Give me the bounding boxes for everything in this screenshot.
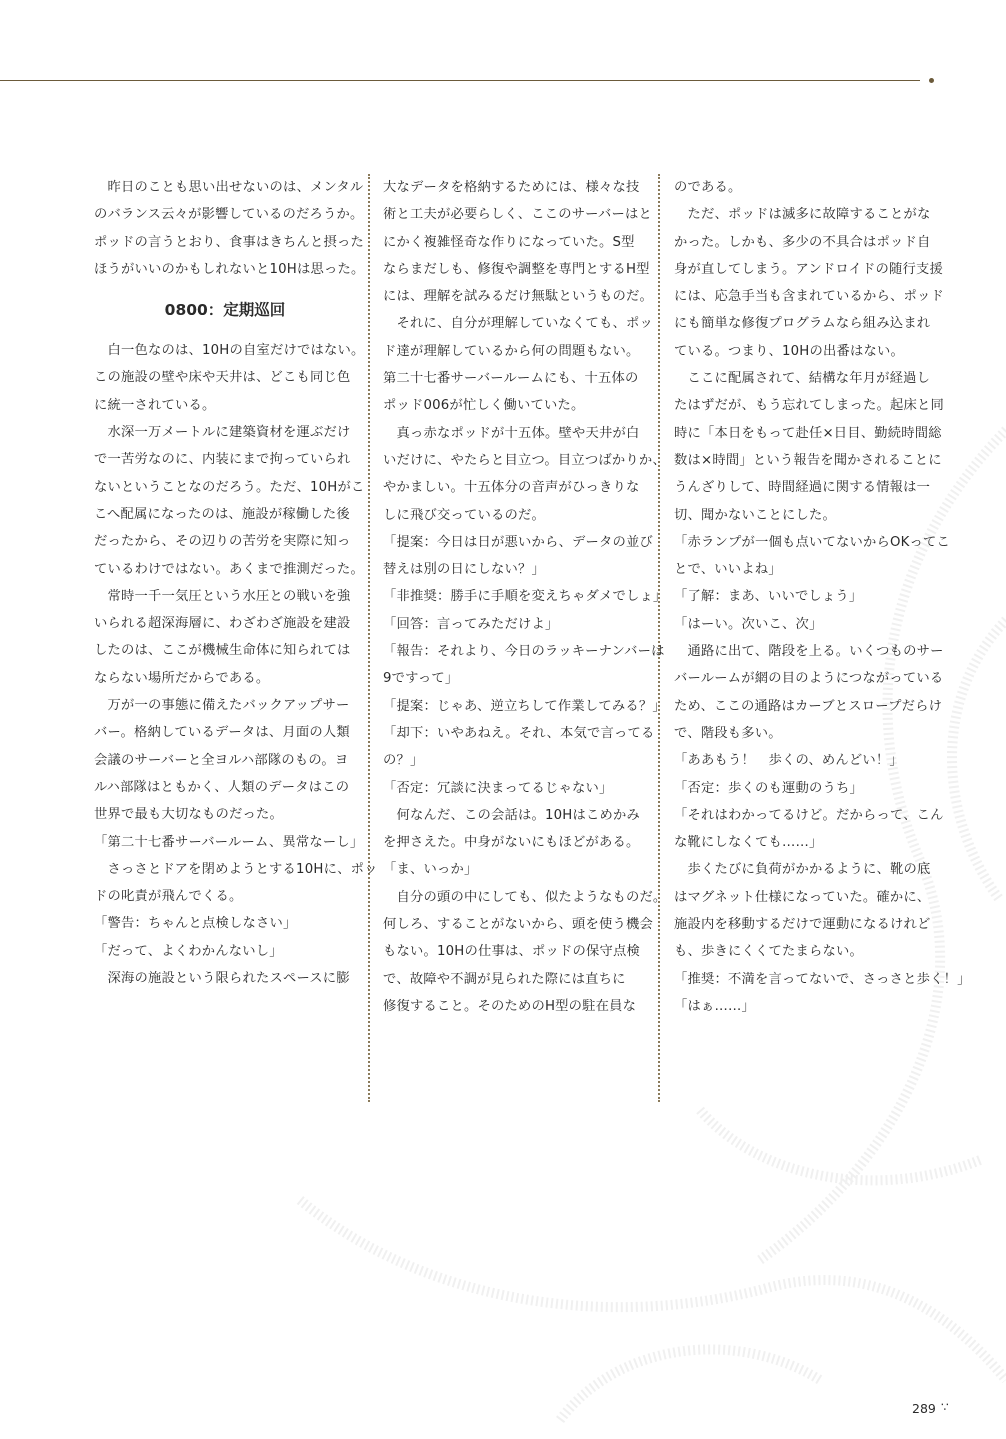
text-line: 会議のサーバーと全ヨルハ部隊のもの。ヨ [94,752,349,768]
text-line: 修復すること。そのためのH型の駐在員な [383,998,637,1014]
text-line: 「提案：今日は日が悪いから、データの並び [383,534,653,550]
text-line: 通路に出て、階段を上る。いくつものサー [674,644,944,660]
text-line: 万が一の事態に備えたバックアップサー [94,698,350,714]
text-line: 施設内を移動するだけで運動になるけれど [674,917,931,933]
text-line: 「ああもう！ 歩くの、めんどい！」 [674,753,903,769]
top-rule-dot [929,78,934,83]
text-line: かった。しかも、多少の不具合はポッド自 [674,234,931,250]
text-line: こへ配属になったのは、施設が稼働した後 [94,506,350,522]
text-line: ドの叱責が飛んでくる。 [94,889,243,905]
text-line: しに飛び交っているのだ。 [383,507,545,523]
text-line: で一苦労なのに、内装にまで拘っていられ [94,452,351,468]
text-line: 何なんだ、この会話は。10Hはこめかみ [383,807,640,823]
text-line: 9ですって」 [383,671,459,687]
text-line: 「推奨：不満を言ってないで、さっさと歩く！」 [674,971,971,987]
column-separator-2 [658,174,660,1102]
text-line: のである。 [674,180,742,195]
text-line: うんざりして、時間経過に関する情報は一 [674,480,931,496]
text-line: だったから、その辺りの苦労を実際に知っ [94,534,351,550]
text-line: 「提案：じゃあ、逆立ちして作業してみる？」 [383,698,666,714]
text-line: 「了解：まあ、いいでしょう」 [674,589,863,605]
text-line: 第二十七番サーバールームにも、十五体の [383,371,639,387]
text-line: 歩くたびに負荷がかかるように、靴の底 [674,862,931,878]
page-mark: ∵ [941,1400,949,1414]
text-line: 「はぁ……」 [674,998,755,1014]
text-line: 自分の頭の中にしても、似たようなものだ。 [383,889,667,905]
text-line: 「ま、いっか」 [383,862,478,878]
text-line: ないということなのだろう。ただ、10Hがこ [94,479,365,495]
text-line: 真っ赤なポッドが十五体。壁や天井が白 [383,425,640,441]
text-line: 水深一万メートルに建築資材を運ぶだけ [94,425,351,441]
text-line: ほうがいいのかもしれないと10Hは思った。 [94,261,365,277]
text-line: 世界で最も大切なものだった。 [94,807,283,823]
top-rule [0,80,920,81]
text-line: ポッド006が忙しく働いていた。 [383,398,585,414]
text-line: 白一色なのは、10Hの自室だけではない。 [94,343,365,359]
text-line: 数は×時間」という報告を聞かされることに [674,452,942,468]
text-line: 「赤ランプが一個も点いてないからOKってこ [674,534,951,550]
text-line: で、階段も多い。 [674,725,782,741]
page-number: 289 [912,1401,936,1416]
text-line: を押さえた。中身がないにもほどがある。 [383,835,640,851]
text-line: やかましい。十五体分の音声がひっきりな [383,480,640,496]
text-line: 「否定：歩くのも運動のうち」 [674,780,863,796]
text-line: バールームが網の目のようにつながっている [674,671,944,687]
text-line: とで、いいよね」 [674,562,782,578]
text-line: したのは、ここが機械生命体に知られては [94,643,351,659]
text-line: はマグネット仕様になっていた。確かに、 [674,889,931,905]
text-line: 「警告：ちゃんと点検しなさい」 [94,916,297,932]
text-line: 替えは別の日にしない？」 [383,562,545,578]
text-line: 術と工夫が必要らしく、ここのサーバーはと [383,207,653,223]
text-line: ポッドの言うとおり、食事はきちんと摂った [94,234,364,250]
text-line: 時に「本日をもって赴任×日目、勤続時間総 [674,425,942,441]
text-line: 「回答：言ってみただけよ」 [383,616,559,632]
text-line: いられる超深海層に、わざわざ施設を建設 [94,616,351,632]
text-line: 深海の施設という限られたスペースに膨 [94,971,350,987]
text-line: ド達が理解しているから何の問題もない。 [383,343,640,359]
text-line: な靴にしなくても……」 [674,835,823,851]
text-line: バー。格納しているデータは、月面の人類 [94,725,350,741]
text-column-2 [383,174,667,1020]
text-line: 大なデータを格納するためには、様々な技 [383,180,640,195]
text-line: のバランス云々が影響しているのだろうか。 [94,207,364,223]
text-line: の？」 [383,753,424,769]
text-line: に統一されている。 [94,397,216,413]
text-line: ここに配属されて、結構な年月が経過し [674,371,931,387]
text-line: ているわけではない。あくまで推測だった。 [94,561,364,577]
text-line: にかく複雑怪奇な作りになっていた。S型 [383,234,635,250]
text-line: 「報告：それより、今日のラッキーナンバーは [383,644,665,660]
text-line: 「それはわかってるけど。だからって、こん [674,807,944,823]
text-line: ならない場所だからである。 [94,670,270,686]
section-heading: 0800：定期巡回 [164,301,286,320]
text-line: ただ、ポッドは滅多に故障することがな [674,207,931,223]
text-column-3 [674,174,971,1020]
text-line: ならまだしも、修復や調整を専門とするH型 [383,261,650,277]
text-line: さっさとドアを閉めようとする10Hに、ポッ [94,861,378,877]
text-line: 常時一千一気圧という水圧との戦いを強 [94,588,351,604]
text-line: で、故障や不調が見られた際には直ちに [383,971,626,987]
text-line: にも簡単な修復プログラムなら組み込まれ [674,316,931,332]
text-line: ている。つまり、10Hの出番はない。 [674,343,904,359]
text-line: 「はーい。次いこ、次」 [674,616,823,632]
text-line: 何しろ、することがないから、頭を使う機会 [383,917,653,933]
text-line: 昨日のことも思い出せないのは、メンタル [94,180,364,195]
text-line: この施設の壁や床や天井は、どこも同じ色 [94,370,351,386]
text-column-1 [94,174,378,992]
text-line: 「否定：冗談に決まってるじゃない」 [383,780,613,796]
text-line: 切、聞かないことにした。 [674,507,836,523]
text-line: それに、自分が理解していなくても、ポッ [383,316,653,332]
text-line: には、理解を試みるだけ無駄というものだ。 [383,289,653,305]
text-line: 「だって、よくわかんないし」 [94,943,283,959]
text-line: も、歩きにくくてたまらない。 [674,944,863,960]
text-line: 「非推奨：勝手に手順を変えちゃダメでしょ」 [383,589,667,605]
text-line: たはずだが、もう忘れてしまった。起床と同 [674,398,944,414]
text-line: 「第二十七番サーバールーム、異常なーし」 [94,834,364,850]
text-line: 身が直してしまう。アンドロイドの随行支援 [674,261,944,277]
text-line: 「却下：いやあねえ。それ、本気で言ってる [383,725,655,741]
text-line: には、応急手当も含まれているから、ポッド [674,289,944,305]
text-line: ため、ここの通路はカーブとスロープだらけ [674,698,943,714]
text-line: ルハ部隊はともかく、人類のデータはこの [94,779,350,795]
column-separator-1 [368,174,370,1102]
text-line: もない。10Hの仕事は、ポッドの保守点検 [383,944,640,960]
text-line: いだけに、やたらと目立つ。目立つばかりか、 [383,452,666,468]
